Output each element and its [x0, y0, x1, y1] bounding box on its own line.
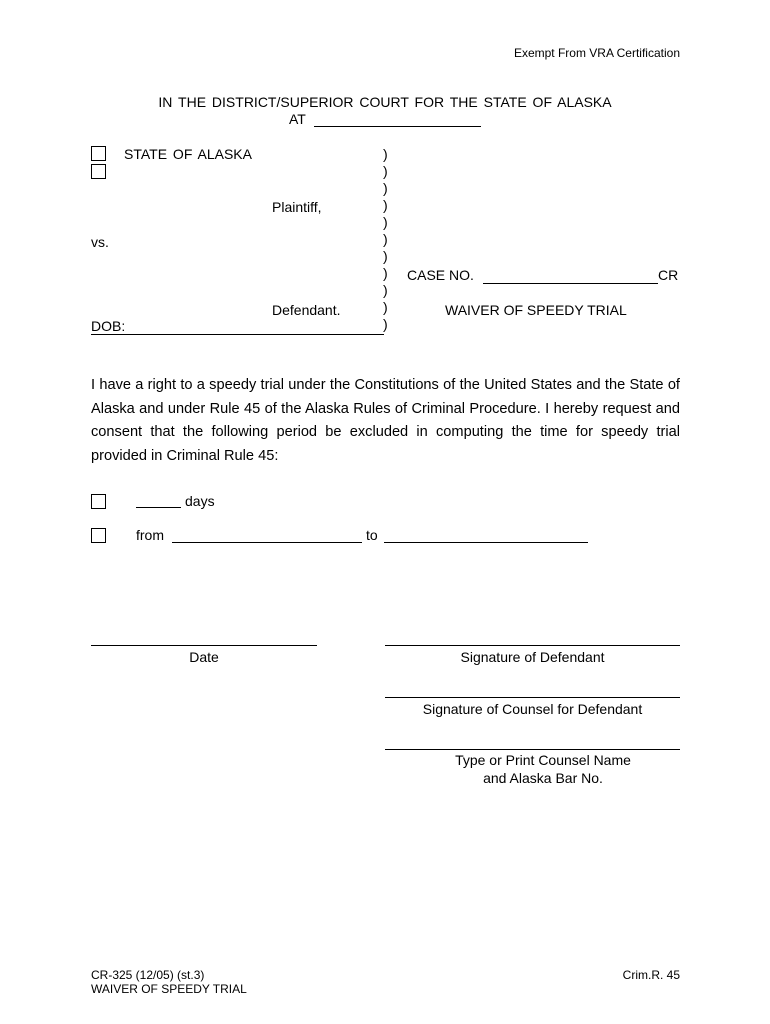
- counsel-name-line[interactable]: [385, 749, 680, 750]
- case-number-label: CASE NO.: [407, 267, 474, 283]
- case-number-suffix: CR: [658, 267, 679, 283]
- caption-paren: ): [383, 163, 388, 179]
- caption-paren: ): [383, 248, 388, 264]
- counsel-signature-label: Signature of Counsel for Defendant: [422, 701, 643, 717]
- plaintiff-checkbox-1[interactable]: [91, 146, 106, 161]
- to-date-field[interactable]: [384, 542, 588, 543]
- defendant-signature-line[interactable]: [385, 645, 680, 646]
- caption-paren: ): [383, 265, 388, 281]
- dob-label: DOB:: [91, 318, 126, 334]
- days-option-checkbox[interactable]: [91, 494, 106, 509]
- days-label: days: [185, 493, 215, 509]
- plaintiff-name: STATE OF ALASKA: [124, 146, 252, 162]
- caption-paren: ): [383, 197, 388, 213]
- form-number: CR-325 (12/05) (st.3): [91, 968, 205, 982]
- waiver-statement: I have a right to a speedy trial under the Constitutions of the United States and the State of Alaska and under Rule 45 of the Alaska Rules of Criminal Procedure. I hereby request and consent that the following period be excluded in computing the time for speedy trial provided in Criminal Rule 45:: [91, 377, 680, 464]
- date-signature-line[interactable]: [91, 645, 317, 646]
- caption-paren: ): [383, 299, 388, 315]
- dob-field[interactable]: [91, 334, 384, 335]
- counsel-name-label: Type or Print Counsel Name: [455, 752, 631, 768]
- case-number-field[interactable]: [483, 283, 658, 284]
- form-title-footer: WAIVER OF SPEEDY TRIAL: [91, 982, 247, 996]
- bar-number-label: and Alaska Bar No.: [483, 770, 603, 786]
- date-label: Date: [189, 649, 219, 665]
- caption-paren: ): [383, 180, 388, 196]
- days-count-field[interactable]: [136, 507, 181, 508]
- versus-label: vs.: [91, 234, 109, 250]
- court-title: IN THE DISTRICT/SUPERIOR COURT FOR THE STATE OF ALASKA: [158, 94, 612, 110]
- rule-reference: Crim.R. 45: [622, 968, 680, 982]
- document-title: WAIVER OF SPEEDY TRIAL: [445, 302, 627, 318]
- vra-exempt-note: Exempt From VRA Certification: [513, 46, 680, 60]
- plaintiff-checkbox-2[interactable]: [91, 164, 106, 179]
- defendant-label: Defendant.: [272, 302, 341, 318]
- caption-paren: ): [383, 231, 388, 247]
- counsel-signature-line[interactable]: [385, 697, 680, 698]
- date-range-option-checkbox[interactable]: [91, 528, 106, 543]
- plaintiff-label: Plaintiff,: [272, 199, 322, 215]
- from-label: from: [136, 527, 164, 543]
- caption-paren: ): [383, 146, 388, 162]
- caption-paren: ): [383, 316, 388, 332]
- caption-paren: ): [383, 214, 388, 230]
- court-location-label: AT: [289, 111, 306, 127]
- defendant-signature-label: Signature of Defendant: [460, 649, 605, 665]
- from-date-field[interactable]: [172, 542, 362, 543]
- court-location-field[interactable]: [314, 126, 481, 127]
- to-label: to: [366, 527, 378, 543]
- caption-paren: ): [383, 282, 388, 298]
